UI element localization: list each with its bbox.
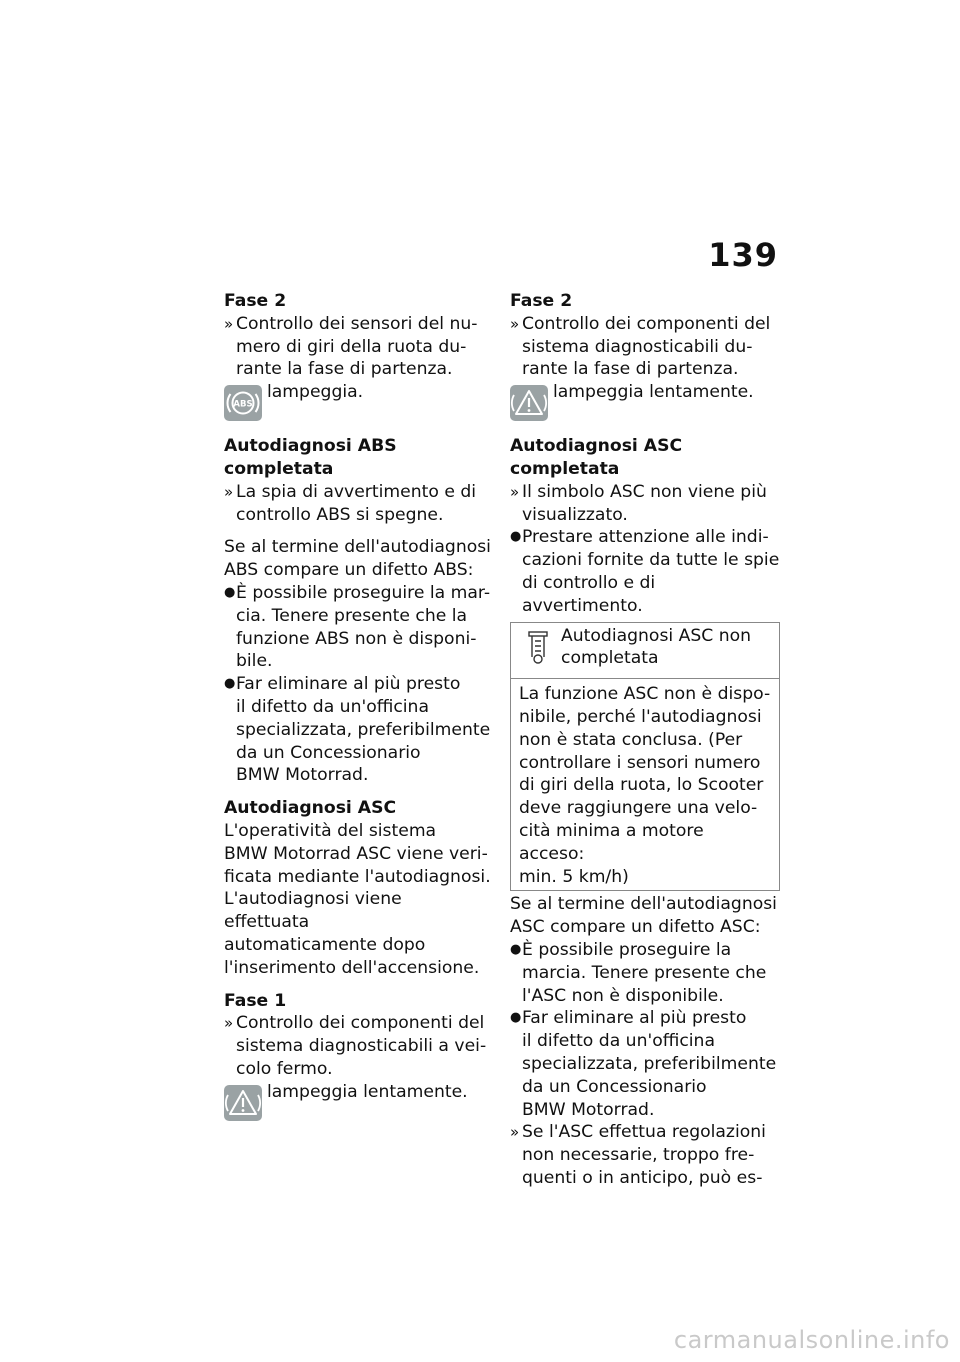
step-fase2-left (224, 313, 492, 381)
lamp-text: lampeggia. (267, 382, 364, 403)
svg-text:ABS: ABS (233, 399, 253, 410)
bullet-marker: ● (510, 941, 522, 957)
step-text: Se l'ASC effettua regolazioni non necessarie, troppo fre- quenti o in anticipo, può es- (522, 1122, 766, 1188)
bullet-text: È possibile proseguire la mar- cia. Tenere presente che la funzione ABS non è disponi- bile. (236, 582, 491, 672)
abs-warning-icon (224, 385, 262, 421)
asc-defect-bullet-1 (510, 939, 780, 1007)
asc-paragraph: L'operatività del sistema BMW Motorrad ASC viene veri- ficata mediante l'autodiagnosi. L'autodiagnosi viene effettuata automaticamente dopo l'inserimento dell'accensione. (224, 820, 491, 978)
heading-fase1: Fase 1 (224, 990, 287, 1011)
asc-warning-icon (224, 1085, 262, 1121)
arrow-marker: » (224, 482, 234, 501)
step-asc-regolazioni (510, 1121, 780, 1189)
bullet-text: Far eliminare al più presto il difetto da un'officina specializzata, preferibilmente da un Concessionario BMW Motorrad. (236, 674, 491, 786)
bullet-marker: ● (224, 584, 236, 600)
step-text: Controllo dei sensori del nu- mero di giri della ruota du- rante la fase di partenza. (236, 313, 478, 380)
step-text: Controllo dei componenti del sistema diagnosticabili a vei- colo fermo. (236, 1013, 487, 1079)
step-abs-completata (224, 481, 492, 527)
notice-body: La funzione ASC non è dispo- nibile, perché l'autodiagnosi non è stata conclusa. (Per controllare i sensori numero di giri della ruota, lo Scooter deve raggiungere una velo- cità minima a motore acceso: min. 5 km/h) (519, 684, 771, 887)
step-asc-completata (510, 481, 780, 527)
abs-defect-bullet-1 (224, 582, 492, 673)
bullet-text: È possibile proseguire la marcia. Tenere presente che l'ASC non è disponibile. (522, 939, 767, 1006)
step-text: Controllo dei componenti del sistema diagnosticabili du- rante la fase di partenza. (522, 313, 771, 380)
bullet-marker: ● (510, 529, 522, 545)
asc-warning-icon (510, 385, 548, 421)
step-fase2-right (510, 313, 780, 381)
heading-fase2-right: Fase 2 (510, 291, 573, 311)
bullet-text: Prestare attenzione alle indi- cazioni fornite da tutte le spie di controllo e di avvertimento. (522, 527, 780, 616)
asc-completata-bullet (510, 526, 780, 617)
right-column (510, 290, 780, 1190)
bullet-text: Far eliminare al più presto il difetto da un'officina specializzata, preferibilmente da un Concessionario BMW Motorrad. (522, 1008, 777, 1120)
notice-box (510, 622, 780, 892)
watermark: carmanualsonline.info (673, 1326, 950, 1354)
bullet-marker: ● (224, 676, 236, 692)
bullet-marker: ● (510, 1010, 522, 1026)
asc-defect-bullet-2 (510, 1007, 780, 1121)
lamp-line-abs (224, 381, 492, 425)
arrow-marker: » (510, 314, 520, 333)
heading-fase2-left: Fase 2 (224, 291, 287, 311)
step-text: Il simbolo ASC non viene più visualizzato. (522, 481, 767, 525)
asc-defect-intro: Se al termine dell'autodiagnosi ASC compare un difetto ASC: (510, 894, 777, 938)
lamp-line-asc-left (224, 1081, 492, 1125)
step-fase1 (224, 1012, 492, 1080)
lamp-text: lampeggia lentamente. (267, 1081, 468, 1102)
notice-title: Autodiagnosi ASC non completata (561, 625, 752, 669)
arrow-marker: » (510, 482, 520, 501)
arrow-marker: » (224, 314, 234, 333)
step-text: La spia di avvertimento e di controllo ABS si spegne. (236, 481, 477, 525)
gauge-symbol-icon (525, 629, 551, 672)
heading-autodiagnosi-asc: Autodiagnosi ASC (224, 798, 397, 819)
heading-asc-completata: Autodiagnosi ASC completata (510, 436, 683, 479)
lamp-line-asc-right (510, 381, 780, 425)
arrow-marker: » (510, 1123, 520, 1142)
abs-defect-intro: Se al termine dell'autodiagnosi ABS compare un difetto ABS: (224, 537, 491, 581)
lamp-text: lampeggia lentamente. (553, 382, 754, 403)
left-column (224, 290, 492, 1131)
notice-head (511, 623, 779, 680)
page-number: 139 (708, 236, 778, 274)
arrow-marker: » (224, 1014, 234, 1033)
abs-defect-bullet-2 (224, 673, 492, 787)
heading-abs-completata: Autodiagnosi ABS completata (224, 436, 397, 479)
